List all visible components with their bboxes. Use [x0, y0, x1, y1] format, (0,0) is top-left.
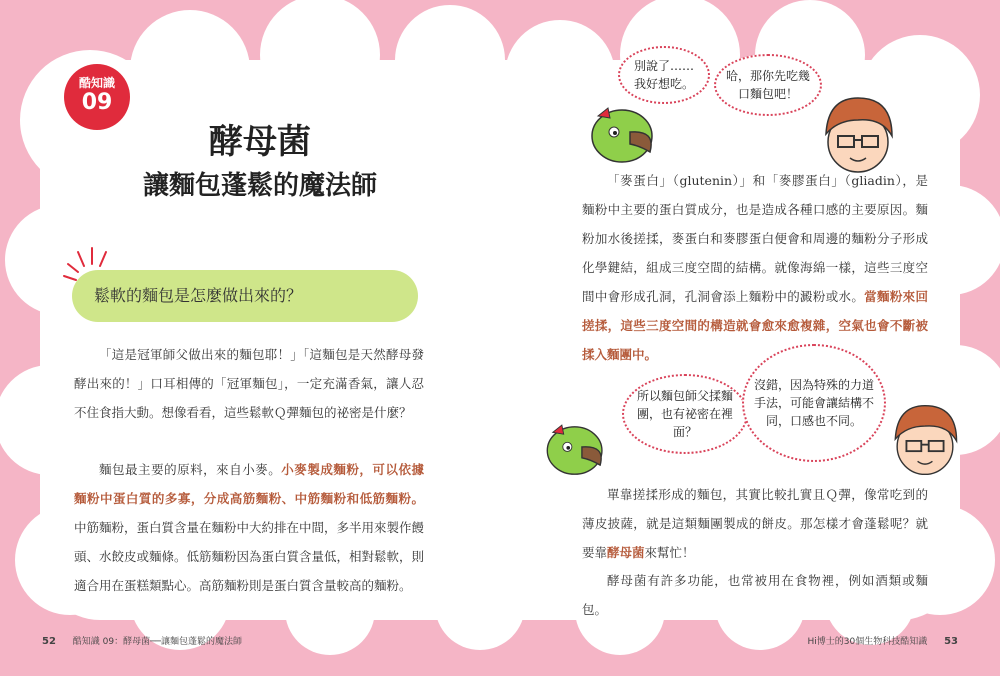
- title-subtitle: 讓麵包蓬鬆的魔法師: [142, 171, 377, 201]
- right-paragraph-1: [582, 166, 928, 369]
- left-paragraph-2: [74, 455, 424, 600]
- left-p2-text: 麵包最主要的原料，來自小麥。: [99, 462, 282, 477]
- speech-bubble-bird-question: 所以麵包師父揉麵團，也有祕密在裡面？: [622, 374, 748, 454]
- footer-left: [42, 634, 242, 647]
- right-p2-highlight: 酵母菌: [607, 545, 645, 560]
- page-number-right: 53: [944, 636, 958, 647]
- bird-character-icon: [584, 94, 674, 168]
- footer-right: [807, 634, 958, 647]
- right-paragraph-3: 酵母菌有許多功能，也常被用在食物裡，例如酒類或麵包。: [582, 573, 928, 617]
- right-p1-highlight: 當麵粉來回搓揉，這些三度空間的構造就會愈來愈複雜，空氣也會不斷被揉入麵團中。: [582, 289, 928, 362]
- right-p1-text: 「麥蛋白」（glutenin）」和「麥膠蛋白」（gliadin），是麵粉中主要的蛋白質成分，也是造成各種口感的主要原因。麵粉加水後搓揉，麥蛋白和麥膠蛋白便會和周邊的麵粉分子形成化學鍵結，組成三度空間的結構。就像海綿一樣，這些三度空間中會形成孔洞，孔洞會添上麵粉中的澱粉或水。: [582, 173, 928, 304]
- bird-character-icon-2: [540, 410, 622, 482]
- page-number-left: 52: [42, 636, 56, 647]
- badge-label: 酷知識: [78, 76, 115, 90]
- title-main: 酵母菌: [209, 122, 311, 162]
- left-p2-highlight: 小麥製成麵粉，可以依據麵粉中蛋白質的多寡，分成高筋麵粉、中筋麵粉和低筋麵粉。: [74, 462, 424, 506]
- speech-bubble-bird: 別說了……我好想吃。: [618, 46, 710, 104]
- left-paragraph-1: 「這是冠軍師父做出來的麵包耶！」「這麵包是天然酵母發酵出來的！」口耳相傳的「冠軍麵包」，一定充滿香氣，讓人忍不住食指大動。想像看看，這些鬆軟Ｑ彈麵包的祕密是什麼？: [74, 347, 424, 420]
- running-head-left: 酷知識 09：酵母菌──讓麵包蓬鬆的魔法師: [72, 637, 242, 647]
- question-banner: 鬆軟的麵包是怎麼做出來的？: [72, 270, 418, 322]
- right-p2-text: 單靠搓揉形成的麵包，其實比較扎實且Ｑ彈，像常吃到的薄皮披薩，就是這類麵團製成的餅皮。那怎樣才會蓬鬆呢？就要靠: [582, 487, 928, 560]
- left-p2-text-rest: 中筋麵粉，蛋白質含量在麵粉中大約排在中間，多半用來製作饅頭、水餃皮或麵條。低筋麵粉因為蛋白質含量低，相對鬆軟，則適合用在蛋糕類點心。高筋麵粉則是蛋白質含量較高的麵粉。: [74, 520, 425, 593]
- page-title: [100, 120, 420, 206]
- badge-number: 09: [81, 90, 113, 115]
- right-paragraph-2: [582, 480, 928, 567]
- speech-bubble-doctor: 哈，那你先吃幾口麵包吧！: [714, 54, 822, 116]
- speech-bubble-doctor-answer: 沒錯，因為特殊的力道手法，可能會讓結構不同，口感也不同。: [742, 344, 886, 462]
- doctor-character-icon-2: [886, 398, 964, 482]
- right-p2-text-rest: 來幫忙！: [644, 545, 695, 560]
- running-head-right: Hi博士的30個生物科技酷知識: [807, 637, 928, 647]
